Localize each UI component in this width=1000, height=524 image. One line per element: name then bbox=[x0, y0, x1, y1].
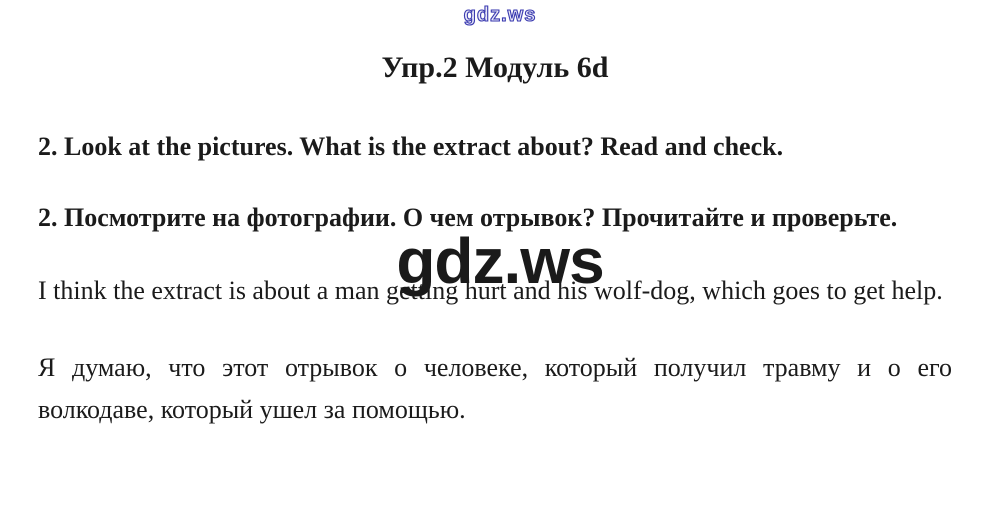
answer-english: I think the extract is about a man getting hurt and his wolf-dog, which goes to get help. bbox=[38, 276, 943, 306]
site-watermark-top: gdz.ws bbox=[463, 4, 537, 26]
task-instruction-russian: 2. Посмотрите на фотографии. О чем отрывок? Прочитайте и проверьте. bbox=[38, 202, 898, 232]
exercise-heading: Упр.2 Модуль 6d bbox=[381, 51, 609, 84]
answer-russian: Я думаю, что этот отрывок о человеке, который получил травму и о его волкодаве, который ушел за помощью. bbox=[38, 352, 952, 424]
document-content bbox=[0, 50, 1000, 431]
task-instruction-english: 2. Look at the pictures. What is the extract about? Read and check. bbox=[38, 132, 784, 161]
site-watermark-center: gdz.ws bbox=[396, 225, 604, 297]
